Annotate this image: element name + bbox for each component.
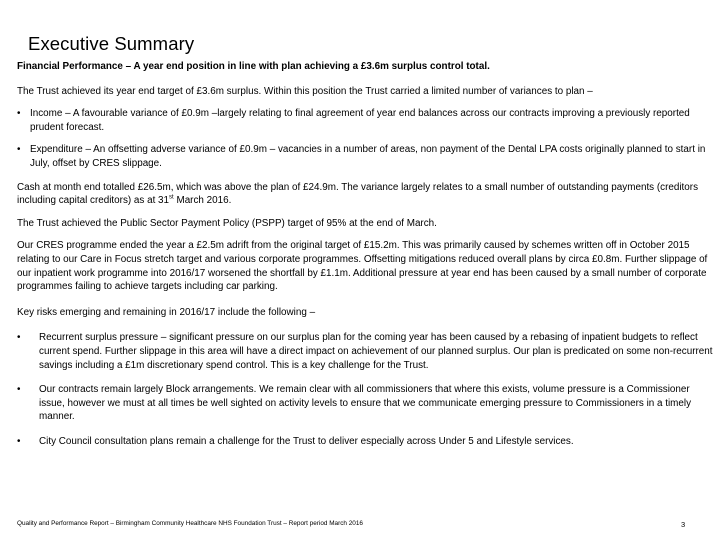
variance-item — [17, 143, 713, 170]
bullet-icon: • — [17, 144, 21, 156]
bullet-icon: • — [17, 384, 21, 396]
bullet-icon: • — [17, 435, 21, 447]
page-title: Executive Summary — [28, 33, 195, 54]
risk-text: Our contracts remain largely Block arrangements. We remain clear with all commissioners that where this exists, volume pressure is a Commissioner issue, however we must at all times be well sighted on activity levels to ensure that we communicate emerging pressure to Commissioners in a timely manner. — [39, 384, 692, 423]
risk-item — [17, 383, 713, 424]
cash-text-end: March 2016. — [173, 195, 232, 207]
page-number: 3 — [681, 520, 686, 529]
variance-text: Expenditure – An offsetting adverse variance of £0.9m – vacancies in a number of areas, non payment of the Dental LPA costs originally planned to start in July, offset by CRES slippage. — [30, 144, 706, 169]
risks-intro: Key risks emerging and remaining in 2016/17 include the following – — [17, 306, 316, 318]
risk-text: Recurrent surplus pressure – significant pressure on our surplus plan for the coming year has been caused by a rebasing of inpatient budgets to reflect current spend. Further slippage in this area will have a direct impact on achievement of our planned surplus. Our plan is predicated on some non-recurrent savings including a £1m discretionary spend control. This is a key challenge for the Trust. — [39, 332, 713, 371]
pspp-paragraph: The Trust achieved the Public Sector Payment Policy (PSPP) target of 95% at the end of March. — [17, 217, 437, 229]
cash-paragraph — [17, 181, 713, 208]
risk-item — [17, 331, 713, 372]
cash-superscript: st — [169, 194, 174, 201]
variance-item — [17, 107, 713, 134]
headline: Financial Performance – A year end position in line with plan achieving a £3.6m surplus control total. — [17, 61, 490, 72]
cres-paragraph: Our CRES programme ended the year a £2.5m adrift from the original target of £15.2m. This was primarily caused by schemes written off in October 2015 relating to our Care in Focus stretch target and various corporate programmes. Offsetting mitigations reduced overall plans by circa £0.8m. Further slippage of our inpatient work programme into 2016/17 worsened the shortfall by £1.1m. Additional pressure at year end has been caused by a small number of corporate programmes failing to achieve targets including car parking. — [17, 240, 708, 293]
footer-text: Quality and Performance Report – Birmingham Community Healthcare NHS Foundation Trust – Report period March 2016 — [17, 520, 363, 527]
bullet-icon: • — [17, 108, 21, 120]
risk-text: City Council consultation plans remain a challenge for the Trust to deliver especially across Under 5 and Lifestyle services. — [39, 435, 574, 447]
summary-body — [17, 60, 713, 459]
cash-text: Cash at month end totalled £26.5m, which was above the plan of £24.9m. The variance largely relates to a small number of outstanding payments (creditors including capital creditors) as at 31 — [17, 181, 699, 207]
intro-paragraph: The Trust achieved its year end target of £3.6m surplus. Within this position the Trust carried a limited number of variances to plan – — [17, 85, 593, 97]
variance-text: Income – A favourable variance of £0.9m –largely relating to final agreement of year end balances across our contracts improving a previously reported prudent forecast. — [30, 108, 690, 133]
bullet-icon: • — [17, 332, 21, 344]
risk-item — [17, 435, 713, 449]
